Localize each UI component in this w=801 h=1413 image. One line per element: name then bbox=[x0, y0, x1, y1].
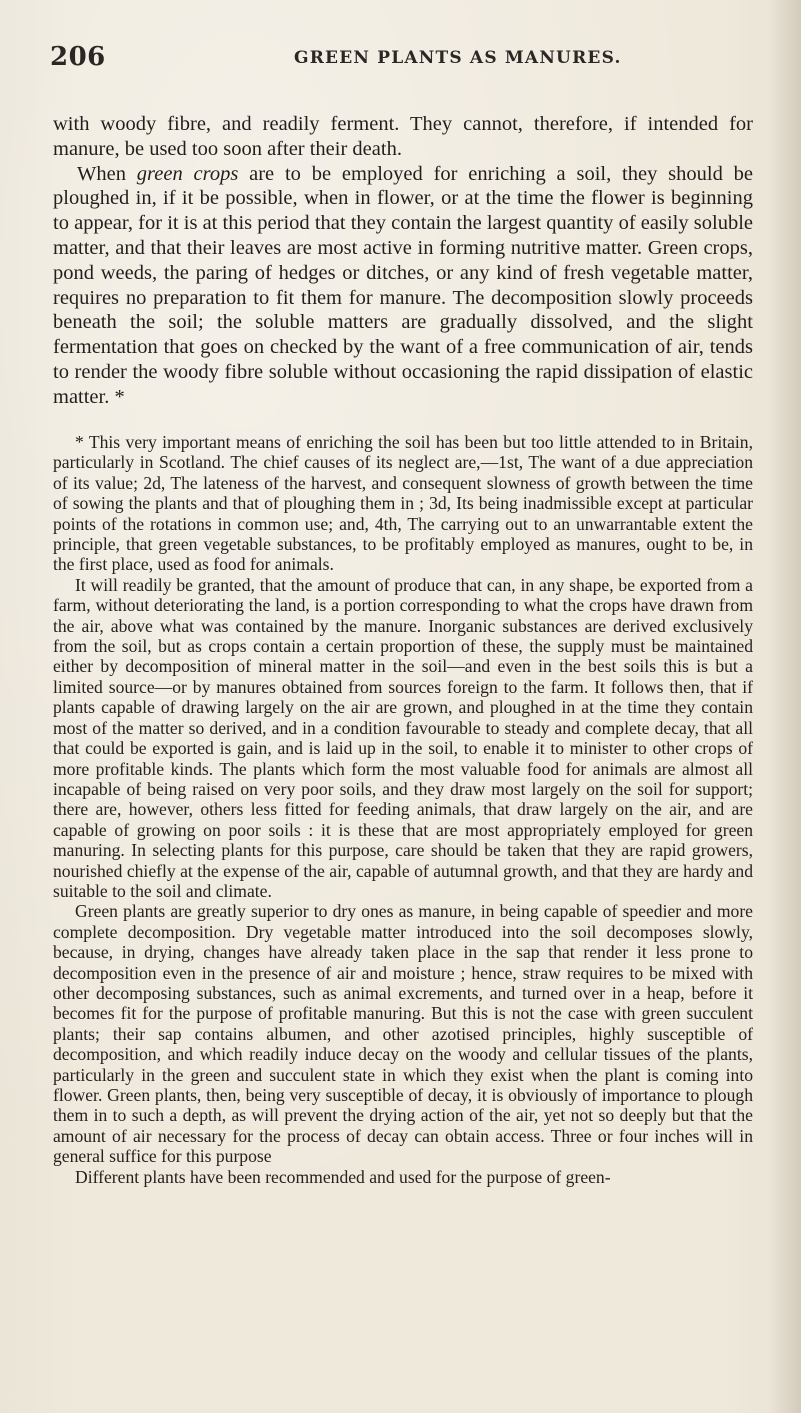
footnote-paragraph-4: Different plants have been recommended and used for the purpose of green- bbox=[75, 1166, 611, 1187]
main-text bbox=[53, 112, 753, 410]
page-header bbox=[50, 42, 750, 84]
footnote-paragraph-2: It will readily be granted, that the amount of produce that can, in any shape, be exported from a farm, without deteriorating the land, is a portion corresponding to what the crops have drawn from the air, above what was contained by the manure. Inorganic substances are derived exclusively from the soil, but as crops contain a certain proportion of these, the supply must be maintained either by decomposition of mineral matter in the soil—and even in the best soils this is but a limited source—or by manures obtained from sources foreign to the farm. It follows then, that if plants capable of drawing largely on the air are grown, and ploughed in at the time they contain most of the matter so derived, and in a condition favourable to steady and complete decay, that all that could be exported is gain, and is laid up in the soil, to enable it to minister to other crops of more profitable kinds. The plants which form the most valuable food for animals are almost all incapable of being raised on very poor soils, and they draw most largely on the soil for support; there are, however, others less fitted for feeding animals, that draw largely on the air, and are capable of growing on poor soils : it is these that are most appropriately employed for green manuring. In selecting plants for this purpose, care should be taken that they are rapid growers, nourished chiefly at the expense of the air, capable of autumnal growth, and that they are hardy and suitable to the soil and climate. bbox=[53, 574, 753, 901]
footnote-paragraph-1: * This very important means of enriching the soil has been but too little attended to in Britain, particularly in Scotland. The chief causes of its neglect are,—1st, The want of a due appreciation of its value; 2d, The lateness of the harvest, and consequent slowness of growth between the time of sowing the plants and that of ploughing them in ; 3d, Its being inadmissible except at particular points of the rotations in common use; and, 4th, The carrying out to an unwarrantable extent the principle, that green vegetable substances, to be profitably employed as manures, ought to be, in the first place, used as food for animals. bbox=[53, 432, 753, 575]
body-paragraph-1: with woody fibre, and readily ferment. They cannot, therefore, if intended for manure, be used too soon after their death. bbox=[53, 113, 753, 160]
body-paragraph-2 bbox=[53, 162, 753, 410]
body-paragraph-2-lead: When bbox=[77, 162, 137, 185]
page-number: 206 bbox=[50, 42, 106, 72]
footnote-paragraph-3: Green plants are greatly superior to dry ones as manure, in being capable of speedier and more complete decomposition. Dry vegetable matter introduced into the soil decomposes slowly, because, in drying, changes have already taken place in the sap that render it less prone to decomposition even in the presence of air and moisture ; hence, straw requires to be mixed with other decomposing substances, such as animal excrements, and turned over in a heap, before it becomes fit for the purpose of profitable manuring. But this is not the case with green succulent plants; their sap contains albumen, and other azotised principles, highly susceptible of decomposition, and which readily induce decay on the woody and cellular tissues of the plants, particularly in the green and succulent state in which they exist when the plant is coming into flower. Green plants, then, being very susceptible of decay, it is obviously of importance to plough them in to such a depth, as will prevent the drying action of the air, yet not so deeply but that the amount of air necessary for the process of decay can obtain access. Three or four inches will in general suffice for this purpose bbox=[53, 901, 753, 1167]
footnote-block bbox=[53, 432, 753, 1187]
page-edge-shadow bbox=[769, 0, 801, 1413]
body-paragraph-2-rest: are to be employed for enriching a soil, they should be ploughed in, if it be possible, when in flower, or at the time the flower is beginning to appear, for it is at this period that they contain the largest quantity of easily soluble matter, and that their leaves are most active in forming nutritive matter. Green crops, pond weeds, the paring of hedges or ditches, or any kind of fresh vegetable matter, requires no preparation to fit them for manure. The decomposition slowly proceeds beneath the soil; the soluble matters are gradually dissolved, and the slight fermentation that goes on checked by the want of a free communication of air, tends to render the woody fibre soluble without occasioning the rapid dissipation of elastic matter. * bbox=[53, 162, 753, 408]
running-head: GREEN PLANTS AS MANURES. bbox=[294, 48, 622, 68]
green-crops-italic: green crops bbox=[136, 162, 239, 185]
